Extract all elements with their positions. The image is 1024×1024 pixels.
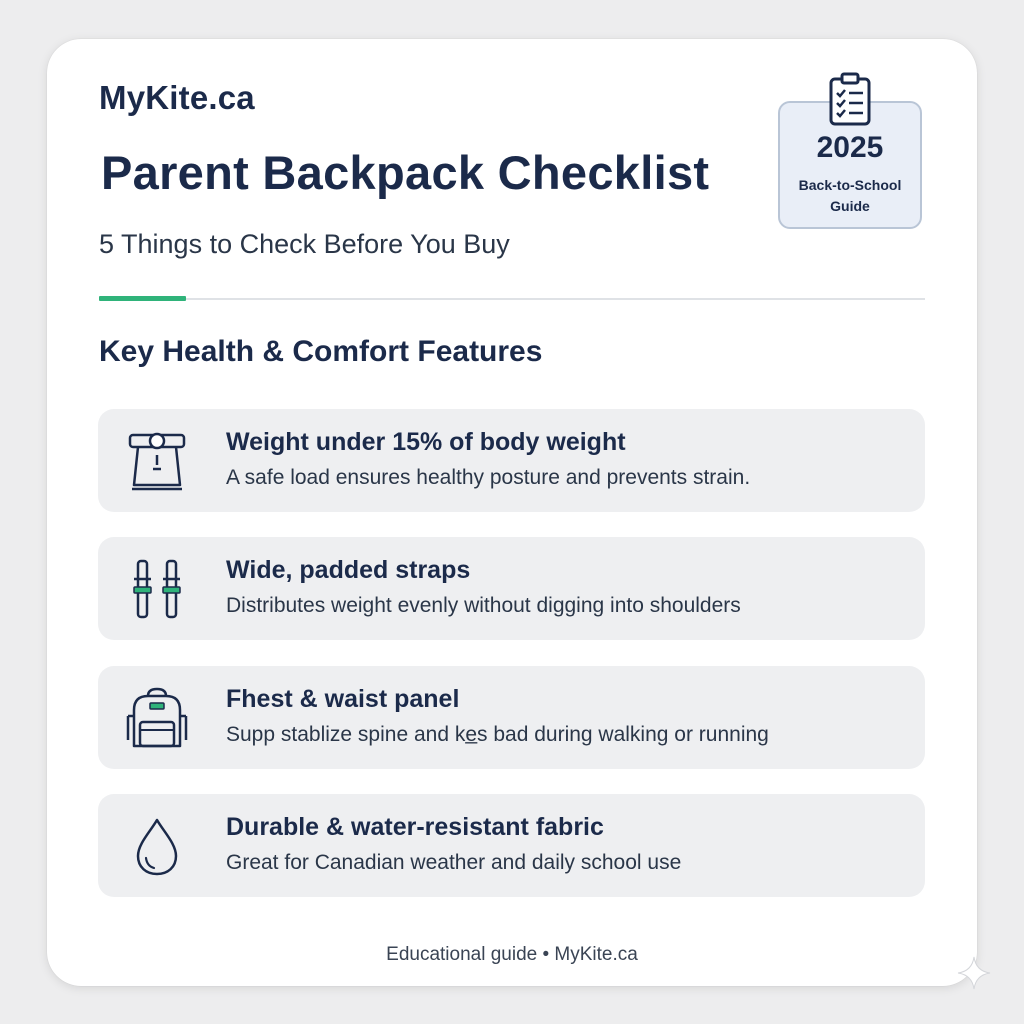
badge-caption: Back-to-School Guide [798,177,902,214]
feature-description: Great for Canadian weather and daily school use [226,851,682,874]
footer-text: Educational guide • MyKite.ca [386,944,638,965]
straps-icon [124,557,190,621]
feature-item-straps [98,537,925,640]
scale-icon [124,429,190,493]
water-drop-icon [124,814,190,878]
section-title: Key Health & Comfort Features [99,335,543,368]
year-badge [778,101,922,229]
backpack-icon [124,686,190,750]
clipboard-checklist-icon [826,71,874,127]
divider-accent [99,296,186,301]
feature-title: Wide, padded straps [226,556,471,584]
feature-item-panel [98,666,925,769]
feature-description: Supp stablize spine and ke̲s bad during walking or running [226,723,769,746]
feature-description: Distributes weight evenly without digging into shoulders [226,594,741,617]
feature-description: A safe load ensures healthy posture and prevents strain. [226,466,751,489]
checklist-card [47,39,977,986]
feature-item-weight [98,409,925,512]
feature-item-fabric [98,794,925,897]
feature-title: Fhest & waist panel [226,685,460,713]
page-title: Parent Backpack Checklist [101,146,710,199]
page-subtitle: 5 Things to Check Before You Buy [99,229,510,259]
feature-title: Weight under 15% of body weight [226,428,626,456]
header-divider [99,298,925,300]
sparkle-icon [956,955,992,991]
brand-name: MyKite.ca [99,79,255,116]
feature-title: Durable & water-resistant fabric [226,813,604,841]
badge-year: 2025 [816,131,884,164]
